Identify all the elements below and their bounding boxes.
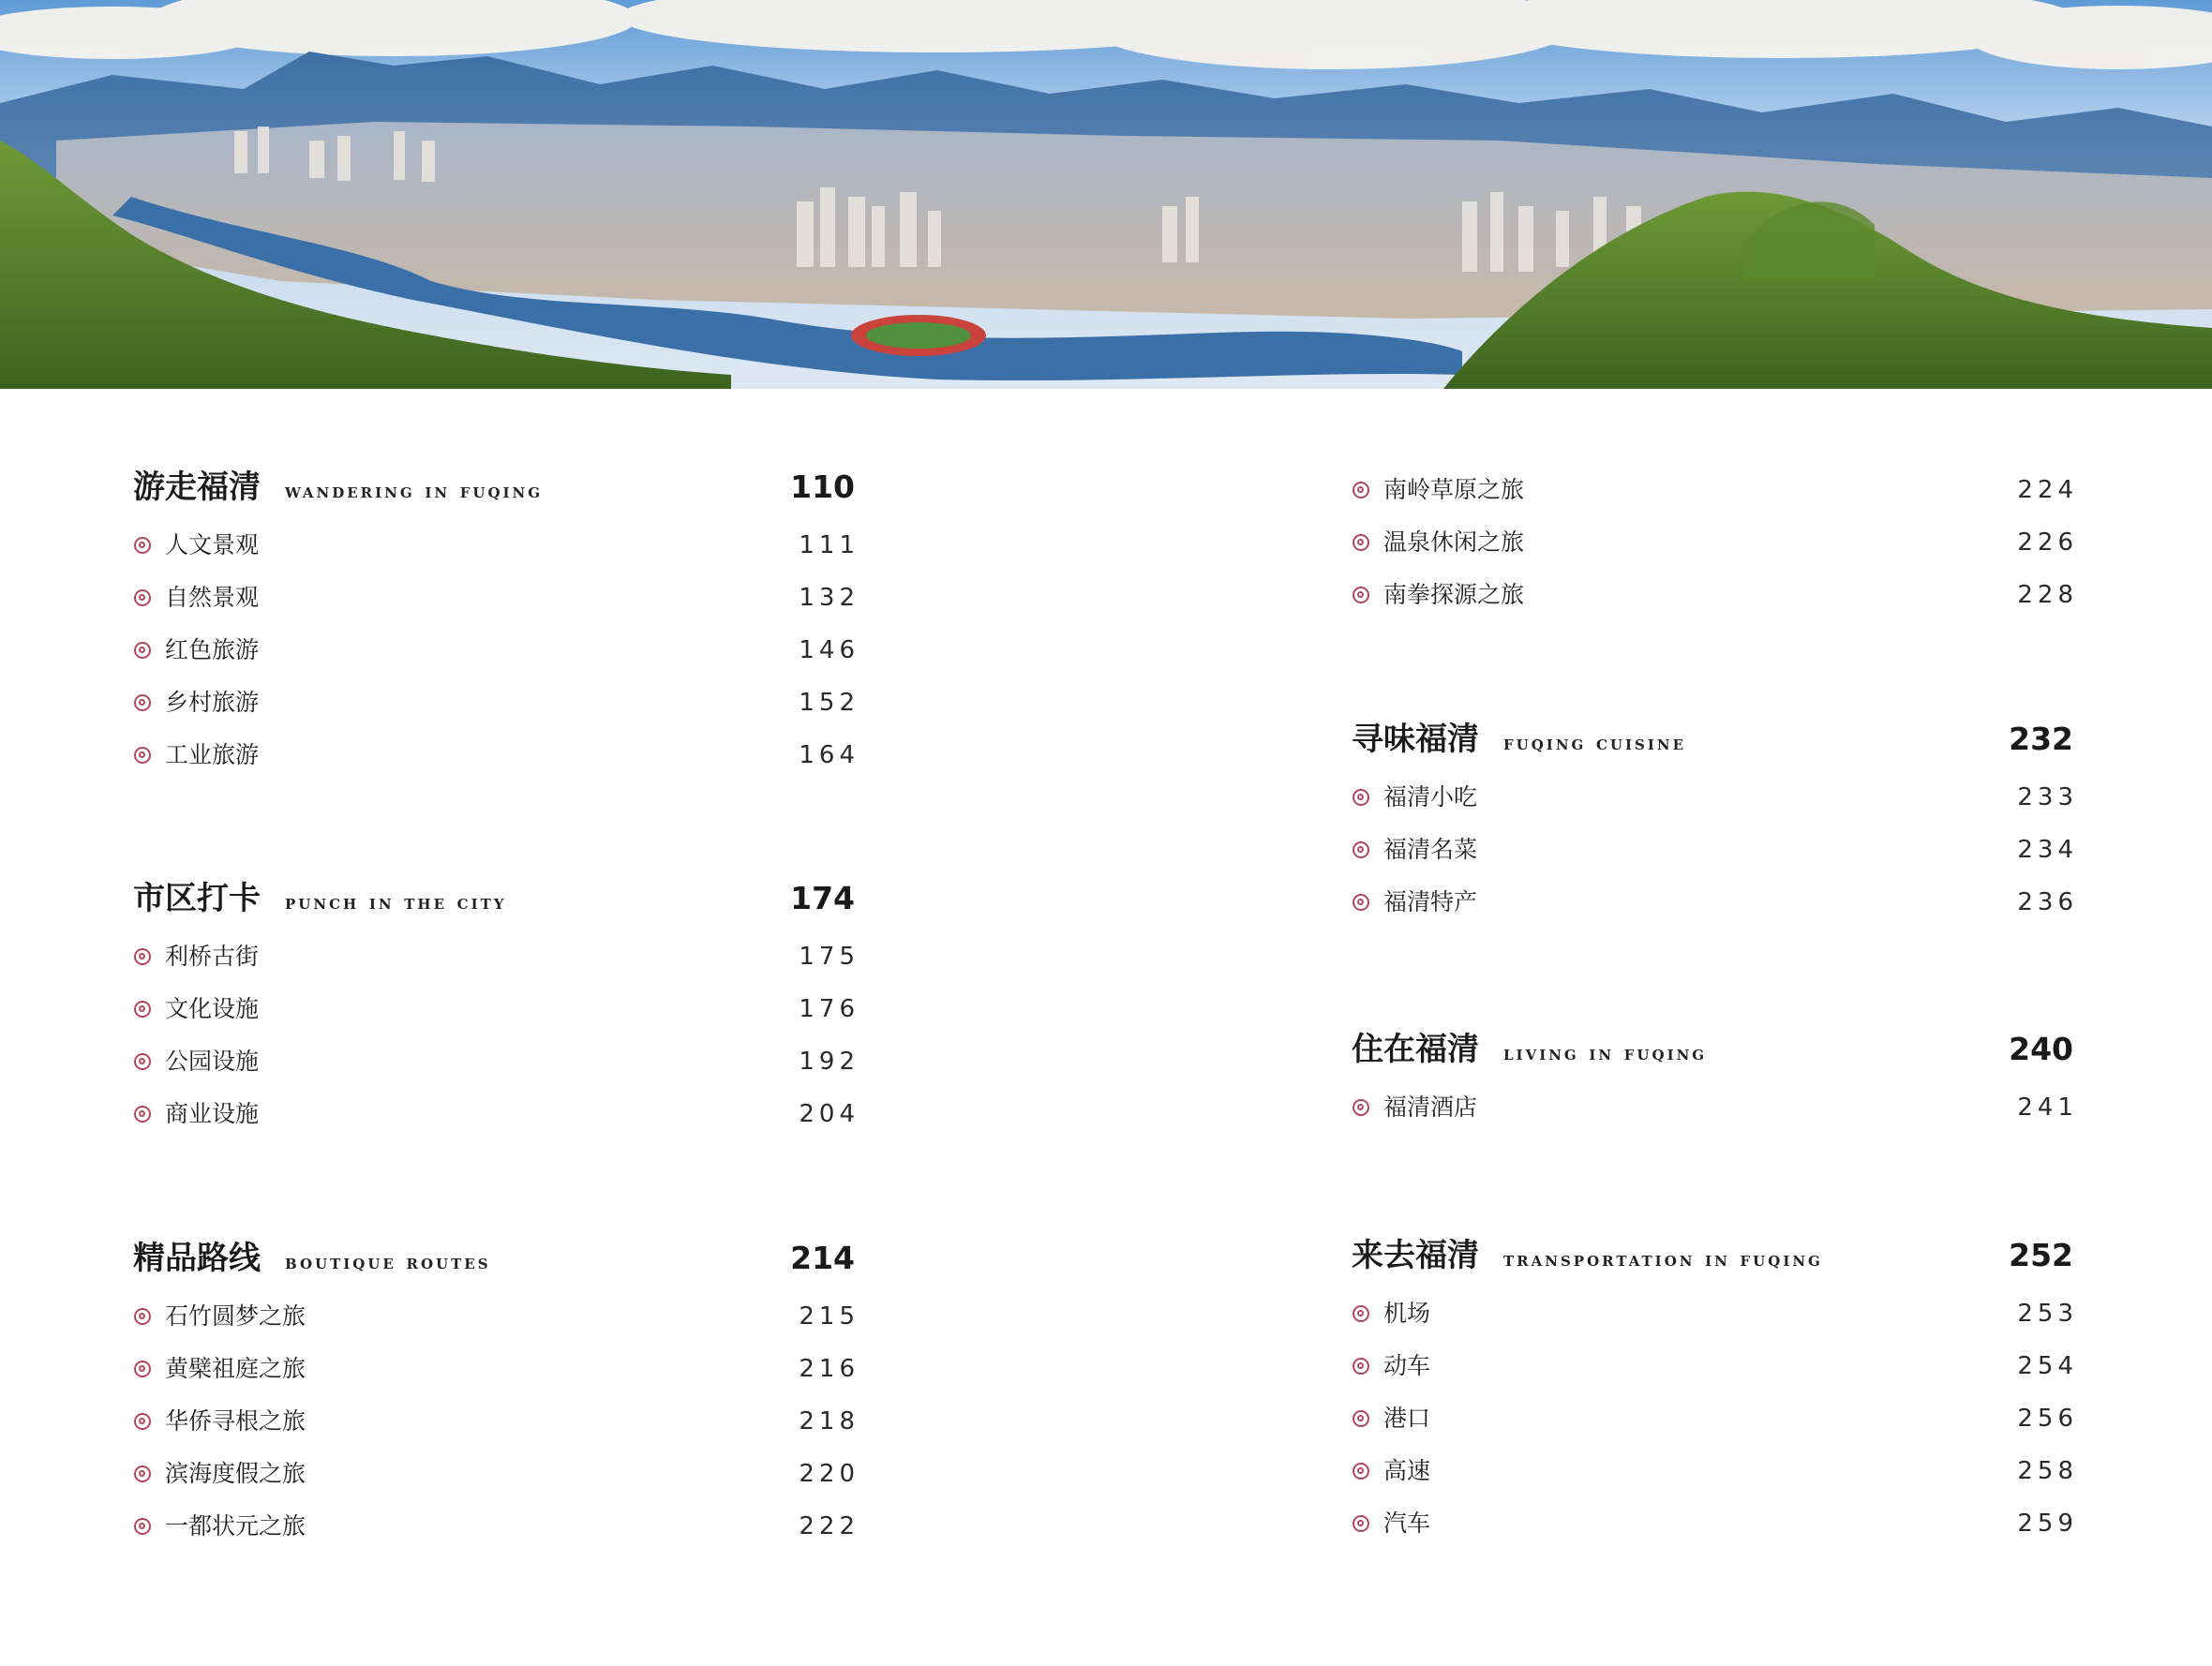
toc-item-page: 192 (799, 1048, 859, 1076)
bullet-ring-icon (134, 537, 151, 554)
bullet-ring-icon (134, 1106, 151, 1123)
toc-item[interactable] (133, 1507, 859, 1559)
section-page-number: 240 (2009, 1031, 2073, 1067)
toc-item-page: 152 (799, 689, 859, 717)
bullet-ring-icon (134, 1308, 151, 1325)
toc-item[interactable] (133, 1042, 859, 1094)
bullet-ring-icon (1353, 1410, 1369, 1427)
toc-item-page: 111 (799, 531, 859, 559)
toc-item-page: 220 (799, 1460, 859, 1488)
toc-item-list (133, 937, 859, 1147)
toc-item-page: 146 (799, 636, 859, 664)
toc-item-label: 红色旅游 (165, 636, 260, 663)
toc-item-label: 南岭草原之旅 (1383, 476, 1525, 503)
toc-item-page: 132 (799, 584, 859, 612)
hero-panorama (0, 0, 2212, 389)
section-page-number: 214 (790, 1240, 855, 1276)
section-page-number: 174 (790, 880, 855, 916)
toc-item-page: 258 (2017, 1457, 2078, 1485)
toc-item-label: 高速 (1383, 1457, 1431, 1484)
toc-item[interactable] (133, 578, 859, 631)
toc-item-label: 自然景观 (165, 584, 260, 611)
toc-item-page: 204 (799, 1100, 859, 1128)
toc-item-label: 滨海度假之旅 (165, 1460, 306, 1487)
toc-item[interactable] (1352, 1294, 2078, 1346)
toc-item[interactable] (1352, 830, 2078, 883)
bullet-ring-icon (1353, 789, 1369, 806)
toc-item[interactable] (133, 937, 859, 989)
toc-item-page: 241 (2017, 1093, 2078, 1122)
toc-item[interactable] (133, 1297, 859, 1349)
toc-item-page: 228 (2017, 581, 2078, 609)
toc-item-label: 南拳探源之旅 (1383, 581, 1525, 608)
section-page-number: 232 (2009, 721, 2073, 757)
toc-item-page: 236 (2017, 888, 2078, 916)
section-heading[interactable] (133, 466, 855, 513)
toc-item-page: 164 (799, 741, 859, 769)
bullet-ring-icon (134, 1465, 151, 1482)
toc-item[interactable] (1352, 1504, 2078, 1556)
section-heading[interactable] (133, 877, 855, 924)
toc-item-label: 福清小吃 (1383, 783, 1478, 811)
toc-item[interactable] (133, 1402, 859, 1454)
toc-item-label: 华侨寻根之旅 (165, 1407, 306, 1435)
toc-item-list (1352, 470, 2078, 628)
toc-item[interactable] (1352, 575, 2078, 628)
toc-item-page: 176 (799, 995, 859, 1023)
section-title-en: transportation in fuqing (1503, 1247, 1823, 1272)
toc-item-page: 254 (2017, 1352, 2078, 1380)
toc-item-page: 215 (799, 1302, 859, 1331)
toc-item-page: 226 (2017, 528, 2078, 557)
toc-item-page: 218 (799, 1407, 859, 1435)
toc-item-label: 动车 (1383, 1352, 1431, 1379)
section-heading[interactable] (1352, 1028, 2073, 1075)
toc-item[interactable] (1352, 523, 2078, 575)
toc-item[interactable] (133, 1094, 859, 1147)
toc-item-list (133, 526, 859, 788)
toc-item-list (1352, 778, 2078, 935)
bullet-ring-icon (1353, 1305, 1369, 1322)
toc-item[interactable] (133, 1349, 859, 1402)
toc-item-label: 港口 (1383, 1405, 1431, 1432)
toc-item-label: 黄檗祖庭之旅 (165, 1355, 306, 1382)
section-title-en: punch in the city (285, 890, 507, 915)
toc-item-page: 259 (2017, 1510, 2078, 1538)
section-title-en: fuqing cuisine (1503, 731, 1687, 755)
section-title-cn: 寻味福清 (1352, 721, 1479, 758)
bullet-ring-icon (1353, 482, 1369, 498)
toc-item-page: 224 (2017, 476, 2078, 504)
section-page-number: 110 (790, 469, 855, 505)
toc-item[interactable] (1352, 1088, 2078, 1140)
bullet-ring-icon (1353, 587, 1369, 603)
toc-item[interactable] (1352, 778, 2078, 830)
bullet-ring-icon (1353, 534, 1369, 551)
toc-item[interactable] (133, 526, 859, 578)
toc-item-label: 文化设施 (165, 995, 260, 1022)
bullet-ring-icon (1353, 1463, 1369, 1480)
section-title-cn: 精品路线 (133, 1240, 261, 1277)
toc-item-page: 175 (799, 943, 859, 971)
toc-item-page: 222 (799, 1512, 859, 1540)
toc-item[interactable] (1352, 1451, 2078, 1504)
toc-item-label: 工业旅游 (165, 741, 260, 768)
toc-item-label: 石竹圆梦之旅 (165, 1302, 306, 1330)
toc-item[interactable] (1352, 470, 2078, 523)
toc-item[interactable] (1352, 1346, 2078, 1399)
bullet-ring-icon (134, 1361, 151, 1377)
bullet-ring-icon (134, 1413, 151, 1430)
bullet-ring-icon (134, 694, 151, 711)
bullet-ring-icon (134, 747, 151, 764)
toc-item-label: 利桥古街 (165, 943, 260, 970)
toc-item-label: 乡村旅游 (165, 689, 260, 716)
section-title-en: living in fuqing (1503, 1041, 1708, 1065)
toc-item[interactable] (1352, 1399, 2078, 1451)
section-title-en: wandering in fuqing (285, 479, 544, 503)
section-title-cn: 市区打卡 (133, 880, 261, 917)
bullet-ring-icon (1353, 894, 1369, 911)
toc-item-label: 汽车 (1383, 1510, 1431, 1537)
bullet-ring-icon (134, 1001, 151, 1018)
bullet-ring-icon (134, 589, 151, 606)
toc-item-label: 温泉休闲之旅 (1383, 528, 1525, 556)
bullet-ring-icon (134, 642, 151, 659)
toc-item-label: 福清名菜 (1383, 836, 1478, 863)
section-title-cn: 住在福清 (1352, 1031, 1479, 1068)
toc-item-label: 商业设施 (165, 1100, 260, 1127)
toc-item-page: 234 (2017, 836, 2078, 864)
bullet-ring-icon (1353, 1515, 1369, 1532)
toc-item[interactable] (133, 631, 859, 683)
toc-item-page: 256 (2017, 1405, 2078, 1433)
section-heading[interactable] (133, 1237, 855, 1284)
toc-item-list (1352, 1294, 2078, 1556)
toc-item[interactable] (1352, 883, 2078, 935)
toc-item-page: 216 (799, 1355, 859, 1383)
section-heading[interactable] (1352, 1234, 2073, 1281)
section-page-number: 252 (2009, 1237, 2073, 1273)
bullet-ring-icon (134, 1518, 151, 1535)
toc-item-list (1352, 1088, 2078, 1140)
toc-item-label: 福清特产 (1383, 888, 1478, 915)
bullet-ring-icon (134, 948, 151, 965)
toc-item[interactable] (133, 736, 859, 788)
toc-item[interactable] (133, 683, 859, 736)
toc-item-label: 人文景观 (165, 531, 260, 558)
toc-item-label: 一都状元之旅 (165, 1512, 306, 1540)
section-heading[interactable] (1352, 718, 2073, 765)
toc-item[interactable] (133, 989, 859, 1042)
bullet-ring-icon (1353, 1358, 1369, 1375)
toc-item-page: 233 (2017, 783, 2078, 811)
toc-item-label: 福清酒店 (1383, 1093, 1478, 1121)
bullet-ring-icon (1353, 841, 1369, 858)
city-panorama-photo (0, 0, 2212, 389)
toc-item-page: 253 (2017, 1300, 2078, 1328)
bullet-ring-icon (134, 1053, 151, 1070)
toc-item-label: 公园设施 (165, 1048, 260, 1075)
bullet-ring-icon (1353, 1099, 1369, 1116)
section-title-cn: 来去福清 (1352, 1237, 1479, 1274)
section-title-cn: 游走福清 (133, 469, 261, 506)
toc-item-label: 机场 (1383, 1300, 1431, 1327)
section-title-en: boutique routes (285, 1250, 491, 1274)
toc-item-list (133, 1297, 859, 1559)
toc-item[interactable] (133, 1454, 859, 1507)
